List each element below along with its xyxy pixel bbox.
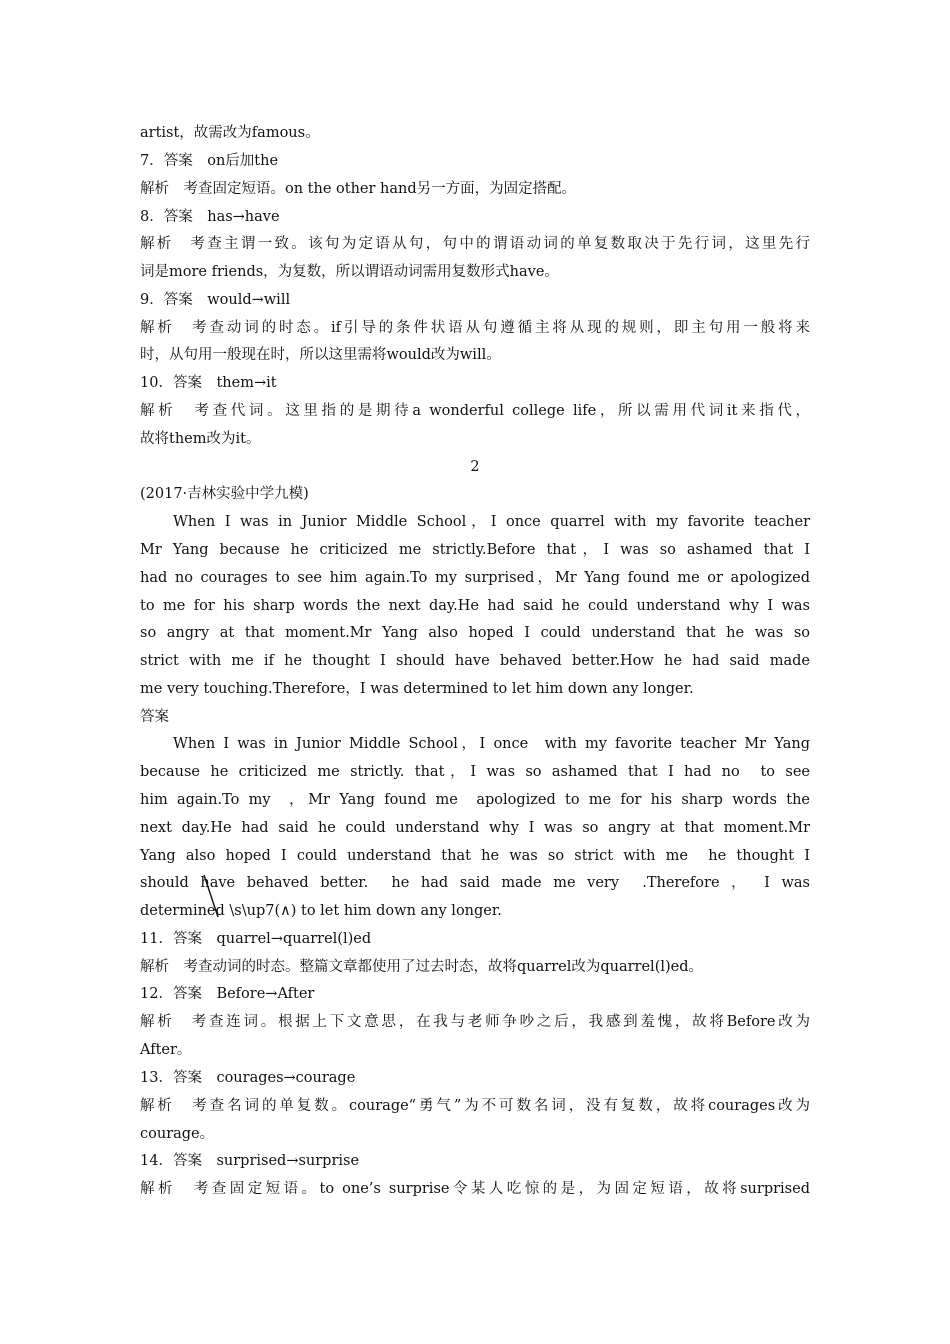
corrected-passage-line: Yang also hoped I could understand that he was so strict with me he thought I [140,848,810,864]
source-line: (2017·吉林实验中学九模) [140,486,309,502]
explanation-line: 解析 考查连词。根据上下文意思，在我与老师争吵之后，我感到羞愧，故将Before改为 [140,1014,810,1030]
deletion-slash-mark [200,873,230,919]
explanation-line: 解析 考查名词的单复数。courage“勇气”为不可数名词，没有复数，故将courages改为 [140,1098,810,1114]
passage-line: When I was in Junior Middle School，I once quarrel with my favorite teacher [173,514,810,530]
corrected-passage-line: him again.To my ，Mr Yang found me apologized to me for his sharp words the [140,792,810,808]
explanation-line: 解析 考查固定短语。to one’s surprise令某人吃惊的是，为固定短语，故将surprised [140,1181,810,1197]
explanation-line: 解析 考查动词的时态。if引导的条件状语从句遵循主将从现的规则，即主句用一般将来 [140,320,810,336]
section-number: 2 [470,459,480,475]
explanation-line: 解析 考查动词的时态。整篇文章都使用了过去时态，故将quarrel改为quarrel(l)ed。 [140,959,704,975]
corrected-passage-line: because he criticized me strictly. that，I was so ashamed that I had no to see [140,764,810,780]
answer-line: 8．答案 has→have [140,209,280,225]
corrected-passage-line: determined \s\up7(∧) to let him down any longer. [140,903,502,919]
text-line: 词是more friends，为复数，所以谓语动词需用复数形式have。 [140,264,559,280]
text-line: 时，从句用一般现在时，所以这里需将would改为will。 [140,347,501,363]
corrected-passage-line: should have behaved better. he had said made me very .Therefore ， I was [140,875,810,891]
text-line: courage。 [140,1126,215,1142]
answer-line: 9．答案 would→will [140,292,291,308]
explanation-line: 解析 考查代词。这里指的是期待a wonderful college life，所以需用代词it来指代， [140,403,810,419]
answer-line: 12．答案 Before→After [140,986,315,1002]
passage-line: strict with me if he thought I should have behaved better.How he had said made [140,653,810,669]
text-line: After。 [140,1042,192,1058]
passage-line: had no courages to see him again.To my surprised，Mr Yang found me or apologized [140,570,810,586]
answer-line: 13．答案 courages→courage [140,1070,356,1086]
corrected-passage-line: next day.He had said he could understand why I was so angry at that moment.Mr [140,820,810,836]
answer-heading: 答案 [140,709,169,725]
text-line: artist，故需改为famous。 [140,125,320,141]
passage-line: so angry at that moment.Mr Yang also hoped I could understand that he was so [140,625,810,641]
explanation-line: 解析 考查主谓一致。该句为定语从句，句中的谓语动词的单复数取决于先行词，这里先行 [140,236,810,252]
answer-line: 10．答案 them→it [140,375,277,391]
answer-line: 7．答案 on后加the [140,153,279,169]
corrected-passage-line: When I was in Junior Middle School，I once with my favorite teacher Mr Yang [173,736,810,752]
explanation-line: 解析 考查固定短语。on the other hand另一方面，为固定搭配。 [140,181,577,197]
passage-line: me very touching.Therefore，I was determined to let him down any longer. [140,681,694,697]
text-line: 故将them改为it。 [140,431,261,447]
answer-line: 11．答案 quarrel→quarrel(l)ed [140,931,372,947]
passage-line: to me for his sharp words the next day.He had said he could understand why I was [140,598,810,614]
passage-line: Mr Yang because he criticized me strictly.Before that，I was so ashamed that I [140,542,810,558]
answer-line: 14．答案 surprised→surprise [140,1153,360,1169]
